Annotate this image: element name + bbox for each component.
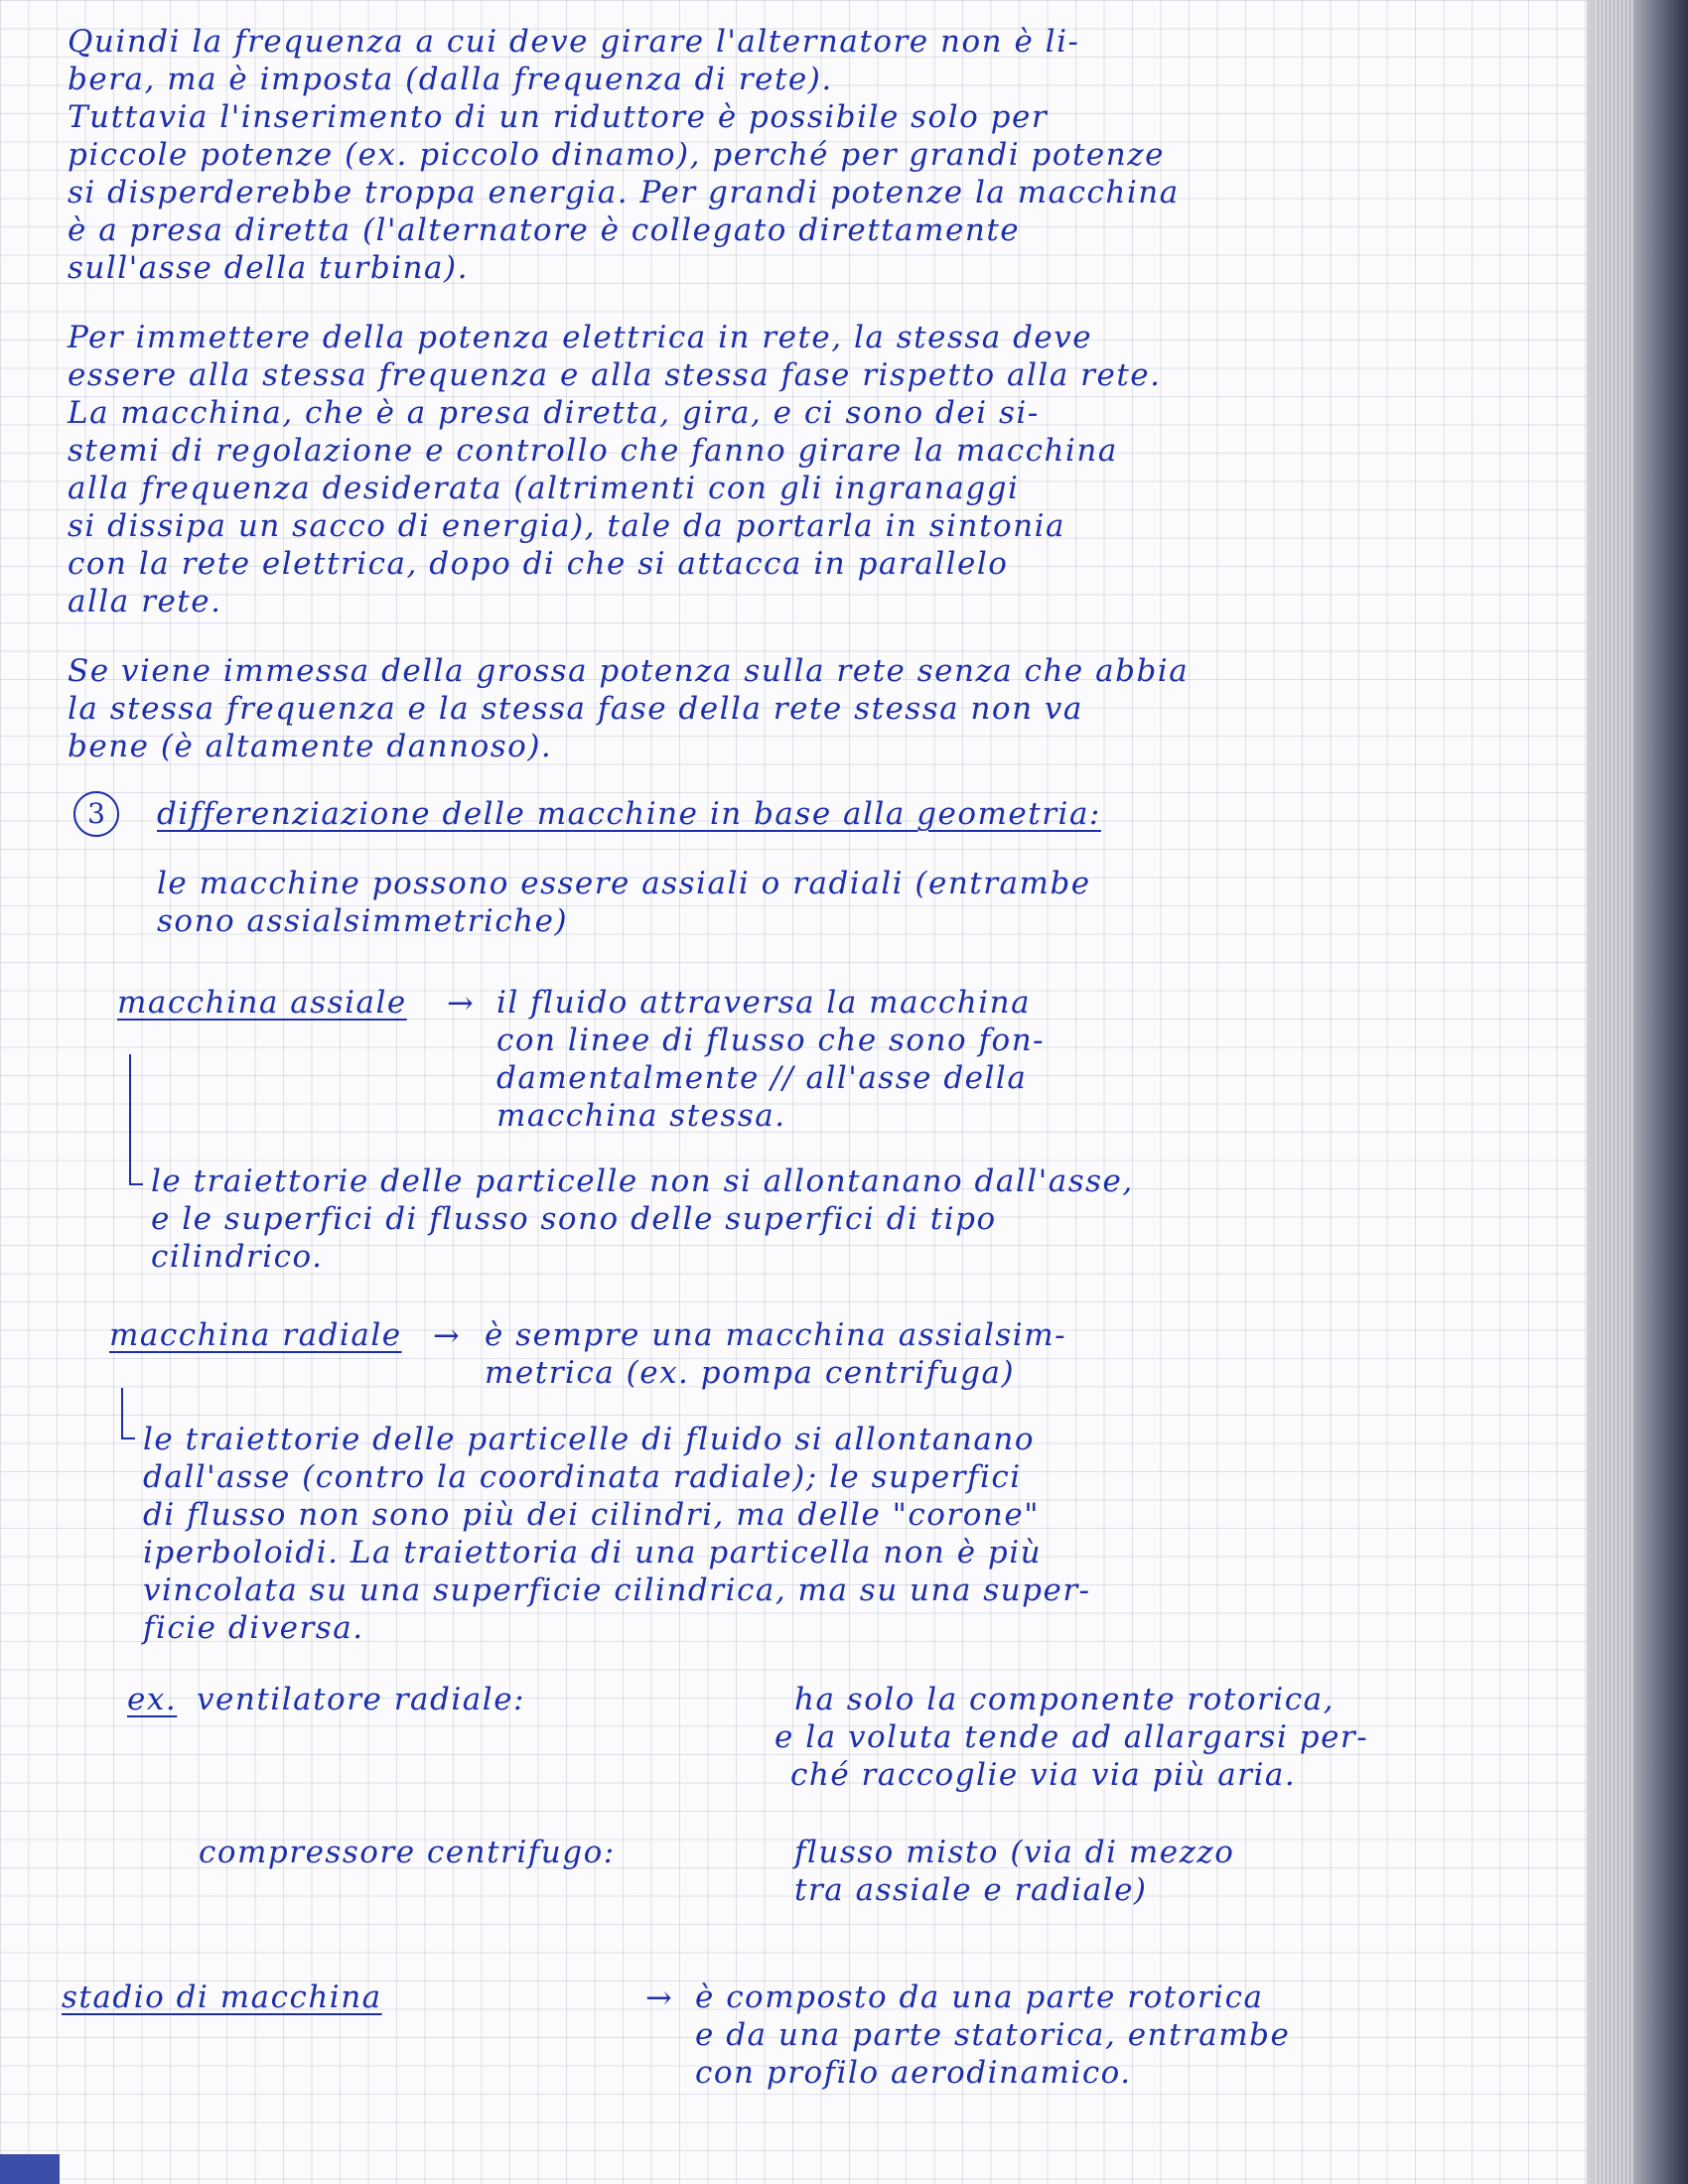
text-line: con linee di flusso che sono fon- xyxy=(496,1023,1046,1058)
text-line: macchina stessa. xyxy=(496,1098,786,1134)
text-line: stemi di regolazione e controllo che fanno girare la macchina xyxy=(68,433,1118,469)
text-line: ché raccoglie via via più aria. xyxy=(790,1757,1297,1793)
text-line: iperboloidi. La traiettoria di una particella non è più xyxy=(143,1535,1043,1570)
section-number: 3 xyxy=(73,791,119,837)
text-line: il fluido attraversa la macchina xyxy=(496,985,1032,1021)
text-line: bera, ma è imposta (dalla frequenza di rete). xyxy=(68,62,833,97)
text-line: è a presa diretta (l'alternatore è collegato direttamente xyxy=(68,212,1021,248)
text-line: ha solo la componente rotorica, xyxy=(794,1682,1335,1717)
text-line: e la voluta tende ad allargarsi per- xyxy=(774,1719,1369,1755)
text-line: dall'asse (contro la coordinata radiale); le superfici xyxy=(143,1459,1022,1495)
text-line: Quindi la frequenza a cui deve girare l'alternatore non è li- xyxy=(68,24,1080,60)
text-line: alla frequenza desiderata (altrimenti con gli ingranaggi xyxy=(68,471,1020,506)
text-line: con la rete elettrica, dopo di che si attacca in parallelo xyxy=(68,546,1009,582)
text-line: piccole potenze (ex. piccolo dinamo), perché per grandi potenze xyxy=(68,137,1165,173)
text-line: si disperderebbe troppa energia. Per grandi potenze la macchina xyxy=(68,175,1180,210)
bracket-line xyxy=(121,1388,123,1437)
page-stack xyxy=(1595,0,1634,2184)
text-line: metrica (ex. pompa centrifuga) xyxy=(485,1355,1016,1391)
bracket-hook xyxy=(121,1437,135,1439)
text-line: è sempre una macchina assialsim- xyxy=(485,1317,1067,1353)
text-line: le traiettorie delle particelle di fluido si allontanano xyxy=(143,1422,1035,1457)
bracket-hook xyxy=(129,1183,143,1185)
section-heading: differenziazione delle macchine in base alla geometria: xyxy=(157,796,1101,832)
text-line: La macchina, che è a presa diretta, gira, e ci sono dei si- xyxy=(68,395,1040,431)
right-arrow-icon: → xyxy=(433,1316,460,1354)
text-line: tra assiale e radiale) xyxy=(794,1872,1148,1908)
handwritten-notes xyxy=(60,0,1569,2184)
term-centrifugal-compressor: compressore centrifugo: xyxy=(199,1835,616,1870)
text-line: ficie diversa. xyxy=(143,1610,364,1646)
text-line: con profilo aerodinamico. xyxy=(695,2055,1132,2091)
right-arrow-icon: → xyxy=(447,984,474,1022)
text-line: sono assialsimmetriche) xyxy=(157,903,569,939)
text-line: cilindrico. xyxy=(151,1239,324,1275)
text-line: bene (è altamente dannoso). xyxy=(68,729,553,764)
text-line: e le superfici di flusso sono delle superfici di tipo xyxy=(151,1201,997,1237)
text-line: di flusso non sono più dei cilindri, ma delle "corone" xyxy=(143,1497,1040,1533)
text-line: alla rete. xyxy=(68,584,222,619)
text-line: è composto da una parte rotorica xyxy=(695,1979,1264,2015)
text-line: flusso misto (via di mezzo xyxy=(794,1835,1235,1870)
term-machine-stage: stadio di macchina xyxy=(62,1979,382,2015)
term-radial-machine: macchina radiale xyxy=(109,1317,402,1353)
text-line: essere alla stessa frequenza e alla stessa fase rispetto alla rete. xyxy=(68,357,1162,393)
text-line: Tuttavia l'inserimento di un riduttore è possibile solo per xyxy=(68,99,1049,135)
notebook-edge xyxy=(1587,0,1688,2184)
text-line: e da una parte statorica, entrambe xyxy=(695,2017,1291,2053)
example-prefix: ex. xyxy=(127,1682,178,1717)
text-line: Se viene immessa della grossa potenza sulla rete senza che abbia xyxy=(68,653,1190,689)
term-axial-machine: macchina assiale xyxy=(117,985,407,1021)
text-line: si dissipa un sacco di energia), tale da portarla in sintonia xyxy=(68,508,1065,544)
text-line: damentalmente // all'asse della xyxy=(496,1060,1028,1096)
term-radial-fan: ventilatore radiale: xyxy=(197,1682,525,1717)
text-line: sull'asse della turbina). xyxy=(68,250,469,286)
bracket-line xyxy=(129,1054,131,1183)
page-corner xyxy=(0,2154,60,2184)
text-line: vincolata su una superficie cilindrica, ma su una super- xyxy=(143,1572,1091,1608)
text-line: le macchine possono essere assiali o radiali (entrambe xyxy=(157,866,1091,901)
right-arrow-icon: → xyxy=(645,1979,672,2016)
text-line: la stessa frequenza e la stessa fase della rete stessa non va xyxy=(68,691,1083,727)
text-line: Per immettere della potenza elettrica in rete, la stessa deve xyxy=(68,320,1093,355)
text-line: le traiettorie delle particelle non si allontanano dall'asse, xyxy=(151,1163,1134,1199)
